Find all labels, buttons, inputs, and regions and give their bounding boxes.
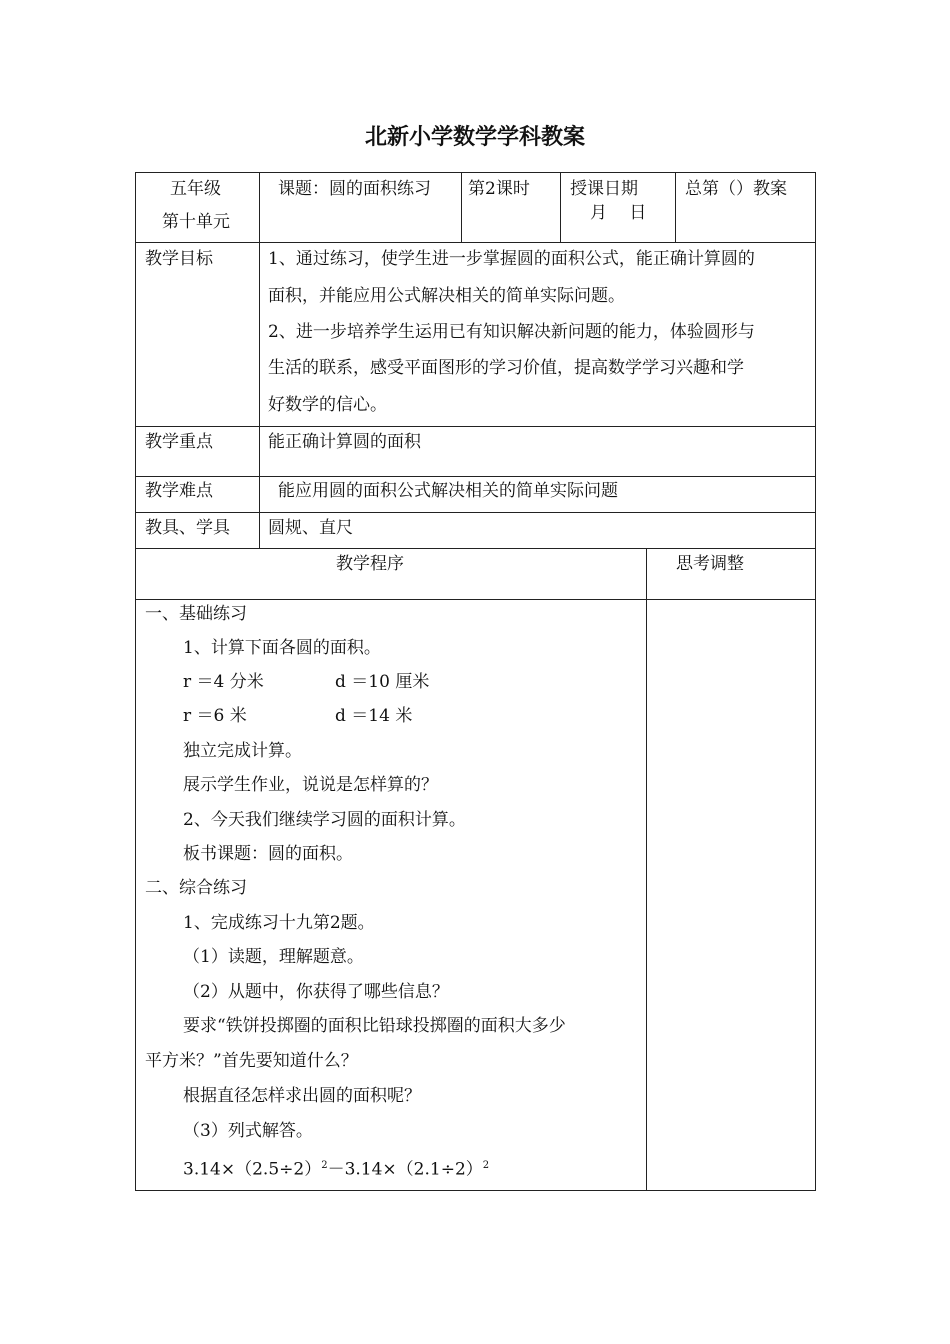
procedure-line: 平方米？”首先要知道什么？ (145, 1051, 358, 1071)
procedure-line: 独立完成计算。 (183, 741, 302, 761)
procedure-line: d ＝10 厘米 (335, 672, 430, 692)
procedure-header: 教学程序 (336, 554, 404, 574)
tools-text: 圆规、直尺 (268, 518, 353, 538)
procedure-line: 2、今天我们继续学习圆的面积计算。 (183, 810, 466, 830)
goals-line: 面积，并能应用公式解决相关的简单实际问题。 (268, 286, 625, 306)
topic-label: 课题：圆的面积练习 (278, 179, 431, 199)
table-line (135, 599, 816, 600)
difficulty-label: 教学难点 (145, 481, 213, 501)
table-line (560, 172, 561, 243)
procedure-line: r ＝4 分米 (183, 672, 264, 692)
key-text: 能正确计算圆的面积 (268, 432, 421, 452)
goals-line: 2、进一步培养学生运用已有知识解决新问题的能力，体验圆形与 (268, 322, 755, 342)
table-line (135, 172, 816, 173)
formula-exponent: 2 (321, 1160, 328, 1171)
table-line (135, 1190, 816, 1191)
procedure-line: 1、计算下面各圆的面积。 (183, 638, 381, 658)
table-line (135, 548, 816, 549)
key-label: 教学重点 (145, 432, 213, 452)
formula (183, 1155, 489, 1181)
procedure-line: 二、综合练习 (145, 878, 247, 898)
formula-part: 3.14×（2.5÷2） (183, 1159, 322, 1180)
table-line (135, 512, 816, 513)
goals-line: 1、通过练习，使学生进一步掌握圆的面积公式，能正确计算圆的 (268, 249, 755, 269)
formula-exponent: 2 (482, 1160, 490, 1171)
procedure-line: 展示学生作业，说说是怎样算的？ (183, 775, 438, 795)
procedure-line: 1、完成练习十九第2题。 (183, 913, 375, 933)
goals-label: 教学目标 (145, 249, 213, 269)
procedure-line: r ＝6 米 (183, 706, 247, 726)
unit-label: 第十单元 (162, 212, 230, 232)
adjustment-header: 思考调整 (676, 554, 744, 574)
table-line (135, 476, 816, 477)
goals-line: 好数学的信心。 (268, 395, 387, 415)
formula-part: －3.14×（2.1÷2） (327, 1159, 483, 1180)
procedure-line: 根据直径怎样求出圆的面积呢？ (183, 1086, 421, 1106)
procedure-line: （1）读题，理解题意。 (183, 947, 364, 967)
goals-line: 生活的联系，感受平面图形的学习价值，提高数学学习兴趣和学 (268, 358, 744, 378)
procedure-line: d ＝14 米 (335, 706, 413, 726)
difficulty-text: 能应用圆的面积公式解决相关的简单实际问题 (278, 481, 618, 501)
table-line (675, 172, 676, 243)
table-line (461, 172, 462, 243)
table-line (815, 172, 816, 1191)
period-label: 第2课时 (468, 179, 530, 199)
table-line (135, 242, 816, 243)
table-line (259, 172, 260, 549)
date-label: 授课日期 (570, 179, 638, 199)
procedure-line: （3）列式解答。 (183, 1121, 313, 1141)
procedure-line: （2）从题中，你获得了哪些信息？ (183, 982, 449, 1002)
tools-label: 教具、学具 (145, 518, 230, 538)
procedure-line: 板书课题：圆的面积。 (183, 844, 353, 864)
table-line (646, 548, 647, 1191)
procedure-line: 要求“铁饼投掷圈的面积比铅球投掷圈的面积大多少 (183, 1016, 566, 1036)
procedure-line: 一、基础练习 (145, 604, 247, 624)
page-title: 北新小学数学学科教案 (364, 125, 585, 150)
table-line (135, 172, 136, 1191)
total-label: 总第（）教案 (685, 179, 787, 199)
table-line (135, 426, 816, 427)
date-value: 月 日 (590, 203, 647, 223)
grade-label: 五年级 (170, 179, 221, 199)
